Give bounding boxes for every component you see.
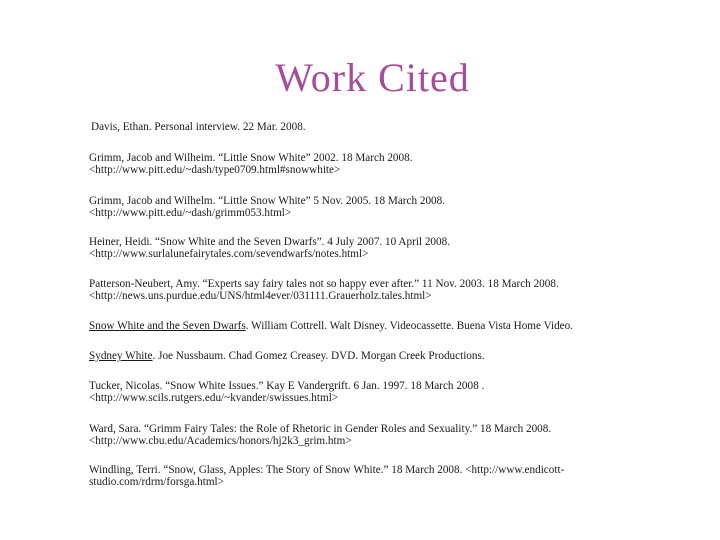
reference-url: <http://www.surlalunefairytales.com/sevendwarfs/notes.html> — [89, 248, 369, 260]
reference-item — [89, 423, 679, 447]
reference-line: Davis, Ethan. Personal interview. 22 Mar. 2008. — [91, 121, 306, 133]
reference-line: Grimm, Jacob and Wilheim. “Little Snow White” 2002. 18 March 2008. — [89, 152, 413, 164]
reference-url: <http://www.pitt.edu/~dash/type0709.html#snowwhite> — [89, 164, 341, 176]
reference-line: Tucker, Nicolas. “Snow White Issues.” Kay E Vandergrift. 6 Jan. 1997. 18 March 2008 . — [89, 380, 485, 392]
reference-item — [89, 195, 679, 219]
reference-item — [89, 236, 679, 260]
film-title: Snow White and the Seven Dwarfs — [89, 320, 246, 332]
reference-item — [89, 464, 679, 488]
film-title: Sydney White — [89, 350, 153, 362]
reference-rest: . Joe Nussbaum. Chad Gomez Creasey. DVD. Morgan Creek Productions. — [152, 350, 485, 362]
reference-item — [89, 350, 679, 362]
reference-url: studio.com/rdrm/forsga.html> — [89, 476, 224, 488]
reference-url: <http://www.pitt.edu/~dash/grimm053.html> — [89, 207, 292, 219]
reference-item — [89, 380, 679, 404]
page-title: Work Cited — [275, 55, 470, 100]
reference-item — [89, 278, 679, 302]
reference-line: Ward, Sara. “Grimm Fairy Tales: the Role of Rhetoric in Gender Roles and Sexuality.” 18 March 2008. — [89, 423, 552, 435]
reference-line — [89, 350, 679, 362]
reference-line: Windling, Terri. “Snow, Glass, Apples: The Story of Snow White.” 18 March 2008. <http://www.endicott- — [89, 464, 565, 476]
reference-line: Grimm, Jacob and Wilhelm. “Little Snow White” 5 Nov. 2005. 18 March 2008. — [89, 195, 446, 207]
reference-item — [89, 152, 679, 176]
reference-url: <http://news.uns.purdue.edu/UNS/html4ever/031111.Grauerholz.tales.html> — [89, 290, 432, 302]
reference-line: Heiner, Heidi. “Snow White and the Seven Dwarfs”. 4 July 2007. 10 April 2008. — [89, 236, 451, 248]
reference-line: Patterson-Neubert, Amy. “Experts say fairy tales not so happy ever after.” 11 Nov. 2003. 18 March 2008. — [89, 278, 559, 290]
reference-line — [89, 320, 679, 332]
reference-item — [89, 320, 679, 332]
reference-item — [91, 121, 681, 133]
reference-url: <http://www.cbu.edu/Academics/honors/hj2k3_grim.htm> — [89, 435, 352, 447]
reference-rest: . William Cottrell. Walt Disney. Videocassette. Buena Vista Home Video. — [245, 320, 574, 332]
reference-url: <http://www.scils.rutgers.edu/~kvander/swissues.html> — [89, 392, 339, 404]
